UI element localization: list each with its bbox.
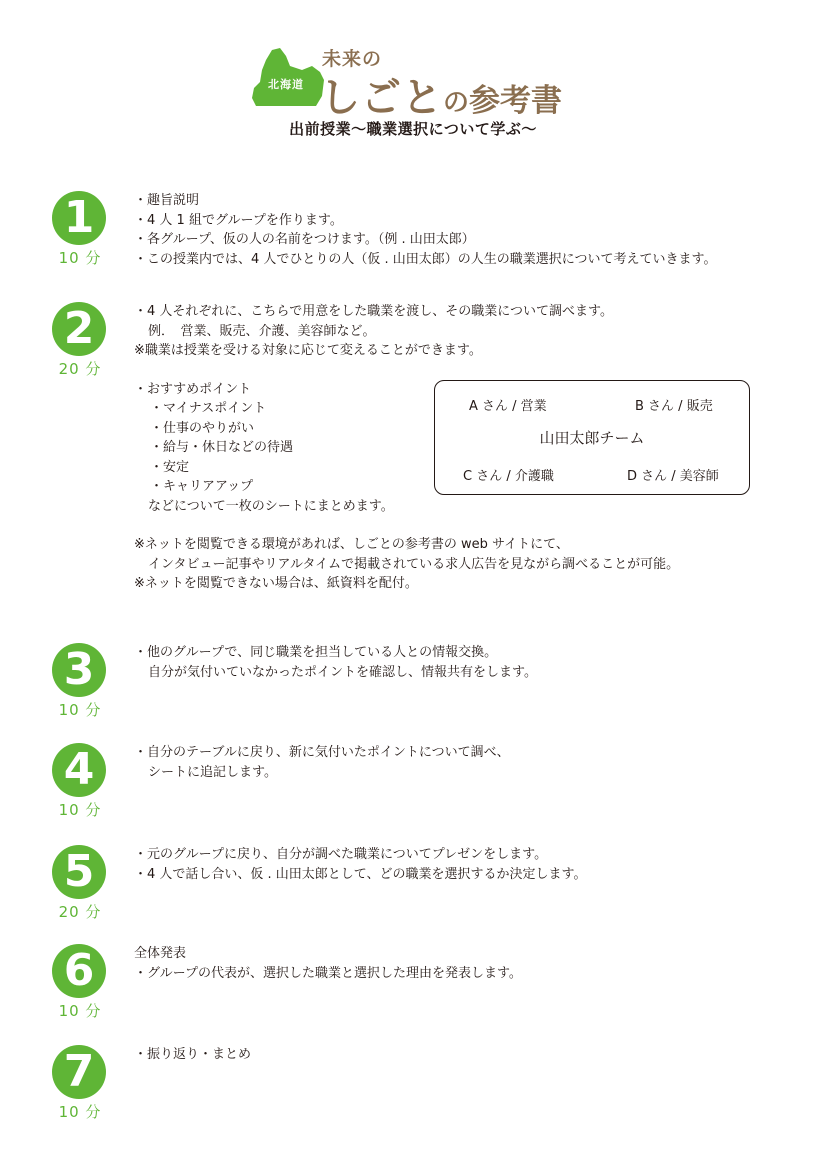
step-line: などについて一枚のシートにまとめます。 [148, 498, 394, 514]
step-line: ・趣旨説明 [134, 193, 200, 208]
logo-title-no: の [443, 88, 470, 118]
logo-title-a: しごと [320, 74, 443, 121]
team-member-d: D さん / 美容師 [627, 469, 719, 484]
step-line: ・グループの代表が、選択した職業と選択した理由を発表します。 [134, 965, 522, 981]
step-line: ・振り返り・まとめ [134, 1047, 252, 1062]
team-member-c: C さん / 介護職 [463, 469, 554, 484]
step-text [134, 1045, 774, 1065]
step-text [134, 191, 774, 269]
step-number-badge: 6 [52, 944, 106, 998]
step-line: ・4 人それぞれに、こちらで用意をした職業を渡し、その職業について調べます。 [134, 304, 613, 319]
team-example-box [434, 380, 750, 495]
step-duration: 20 分 [58, 903, 102, 921]
step-duration: 20 分 [58, 360, 102, 378]
team-name: 山田太郎チーム [539, 429, 645, 447]
logo-region-label: 北海道 [268, 78, 304, 91]
step-line: 自分が気付いていなかったポイントを確認し、情報共有をします。 [148, 664, 537, 680]
step-line: ・安定 [150, 459, 190, 475]
step-line: 例． 営業、販売、介護、美容師など。 [148, 323, 376, 339]
logo-title-b: 参考書 [469, 83, 563, 119]
step-line: ※職業は授業を受ける対象に応じて変えることができます。 [134, 343, 482, 358]
step-line: ・元のグループに戻り、自分が調べた職業についてプレゼンをします。 [134, 847, 548, 862]
step-duration: 10 分 [58, 801, 102, 819]
step-line: ・4 人で話し合い、仮 . 山田太郎として、どの職業を選択するか決定します。 [134, 866, 587, 882]
step-number-badge: 4 [52, 743, 106, 797]
team-member-b: B さん / 販売 [635, 399, 713, 414]
step-number-badge: 5 [52, 845, 106, 899]
step-line: ・給与・休日などの待遇 [150, 440, 294, 455]
step-line: ※ネットを閲覧できる環境があれば、しごとの参考書の web サイトにて、 [134, 537, 569, 552]
step-duration: 10 分 [58, 249, 102, 267]
logo-title [320, 66, 562, 123]
step-line: ・マイナスポイント [150, 401, 267, 416]
step-number-badge: 3 [52, 643, 106, 697]
step-number-badge: 2 [52, 302, 106, 356]
step-text [134, 643, 774, 682]
logo-future-label: 未来の [322, 48, 383, 70]
page-subtitle: 出前授業〜職業選択について学ぶ〜 [289, 120, 537, 138]
step-line: ・他のグループで、同じ職業を担当している人との情報交換。 [134, 645, 498, 660]
step-line: ・この授業内では、4 人でひとりの人（仮 . 山田太郎）の人生の職業選択について考えていきます。 [134, 251, 717, 267]
step-line: インタビュー記事やリアルタイムで掲載されている求人広告を見ながら調べることが可能。 [148, 556, 680, 572]
step-text [134, 845, 774, 884]
step-line: ・キャリアアップ [150, 479, 254, 494]
step-text [134, 944, 774, 983]
step-duration: 10 分 [58, 701, 102, 719]
step-line: ・自分のテーブルに戻り、新に気付いたポイントについて調べ、 [134, 745, 510, 760]
step-line: シートに追記します。 [148, 764, 277, 780]
step-line: ・仕事のやりがい [150, 420, 255, 436]
step-line: ※ネットを閲覧できない場合は、紙資料を配付。 [134, 576, 418, 591]
step-line: ・おすすめポイント [134, 381, 252, 397]
step-line: ・各グループ、仮の人の名前をつけます。（例 . 山田太郎） [134, 232, 475, 247]
step-text [134, 743, 774, 782]
step-line: ・4 人 1 組でグループを作ります。 [134, 212, 343, 228]
step-number-badge: 1 [52, 191, 106, 245]
step-duration: 10 分 [58, 1103, 102, 1121]
step-duration: 10 分 [58, 1002, 102, 1020]
logo [250, 44, 570, 121]
step-number-badge: 7 [52, 1045, 106, 1099]
step-line: 全体発表 [134, 946, 187, 961]
team-member-a: A さん / 営業 [469, 399, 547, 414]
